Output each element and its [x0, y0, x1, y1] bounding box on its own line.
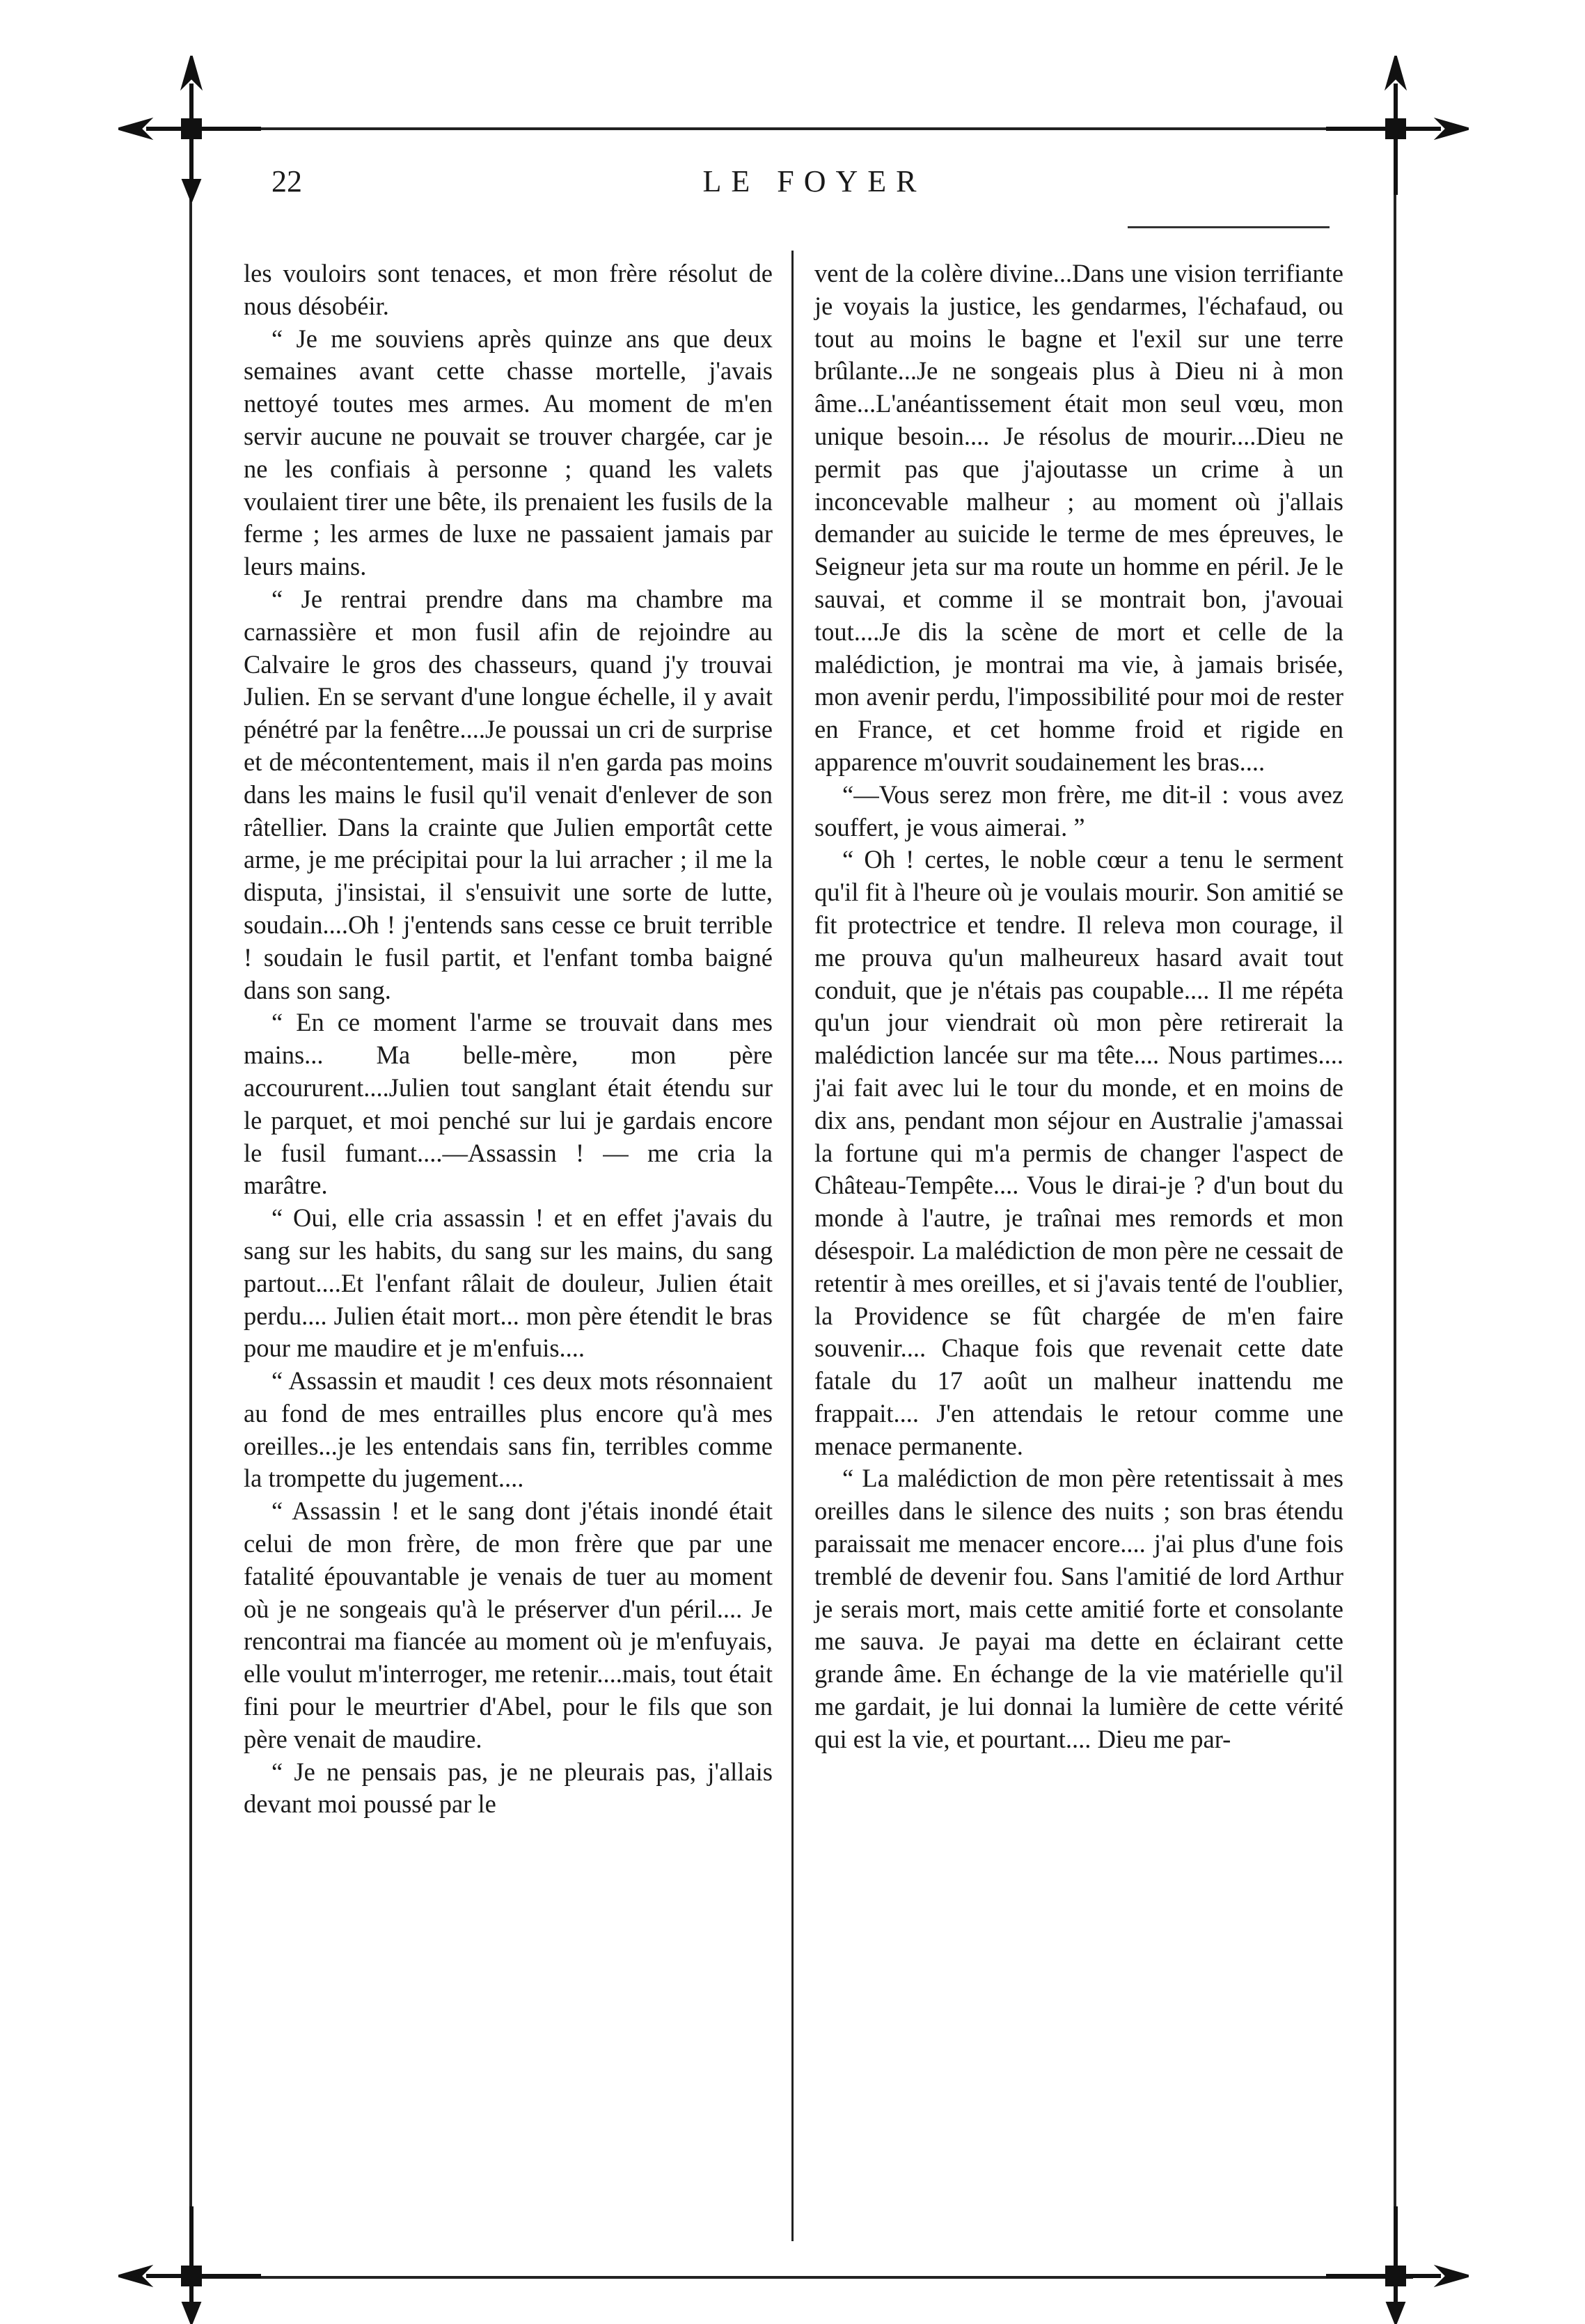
column-divider	[791, 251, 794, 2241]
paragraph: “ La malédiction de mon père retentissait à mes oreilles dans le silence des nuits ; son bras étendu paraissait me menacer encore.... j'ai plus d'une fois tremblé de devenir fou. Sans l'amitié de lord Arthur je serais mort, mais cette amitié forte et consolante me sauva. Je payai ma dette en éclairant cette grande âme. En échange de la vie matérielle qu'il me gardait, je lui donnai la lumière de cette vérité qui est la vie, et pourtant.... Dieu me par-	[814, 1464, 1343, 1753]
page-number: 22	[271, 164, 302, 198]
paragraph: les vouloirs sont tenaces, et mon frère résolut de nous désobéir.	[244, 259, 773, 320]
paragraph: “—Vous serez mon frère, me dit-il : vous avez souffert, je vous aimerai. ”	[814, 780, 1343, 841]
paragraph: “ Je rentrai prendre dans ma chambre ma carnassière et mon fusil afin de rejoindre au Calvaire le gros des chasseurs, quand j'y trouvai Julien. En se servant d'une longue échelle, il y avait pénétré par la fenêtre....Je poussai un cri de surprise et de mécontentement, mais il n'en garda pas moins dans les mains le fusil qu'il venait d'enlever de son râtellier. Dans la crainte que Julien emportât cette arme, je me précipitai pour la lui arracher ; il me la disputa, j'insistai, il s'ensuivit une sorte de lutte, soudain....Oh ! j'entends sans cesse ce bruit terrible ! soudain le fusil partit, et l'enfant tomba baigné dans son sang.	[244, 584, 773, 1004]
corner-ornament-top-left-icon	[118, 56, 265, 202]
paragraph: vent de la colère divine...Dans une vision terrifiante je voyais la justice, les gendarmes, l'échafaud, ou tout au moins le bagne et l'exil sur une terre brûlante...Je ne songeais plus à Dieu ni à mon âme...L'anéantissement était mon seul vœu, mon unique besoin.... Je résolus de mourir....Dieu ne permit pas que j'ajoutasse un crime à un inconcevable malheur ; au moment où j'allais demander au suicide le terme de mes épreuves, le Seigneur jeta sur ma route un homme en péril. Je le sauvai, et comme il se montrait bon, j'avouai tout....Je dis la scène de mort et celle de la malédiction, je montrai ma vie, à jamais brisée, mon avenir perdu, l'impossibilité pour moi de rester en France, et cet homme froid et rigide en apparence m'ouvrit soudainement les bras....	[814, 259, 1343, 776]
corner-ornament-bottom-right-icon	[1323, 2203, 1469, 2324]
right-border-rule	[1394, 129, 1396, 2276]
header-rule	[1128, 226, 1330, 228]
paragraph: “ Je ne pensais pas, je ne pleurais pas, j'allais devant moi poussé par le	[244, 1757, 773, 1819]
top-border-rule	[188, 127, 1413, 130]
bottom-border-rule	[188, 2276, 1413, 2279]
right-text-column	[814, 258, 1343, 1756]
paragraph: “ Assassin et maudit ! ces deux mots résonnaient au fond de mes entrailles plus encore qu'à mes oreilles...je les entendais sans fin, terribles comme la trompette du jugement....	[244, 1366, 773, 1493]
paragraph: “ Oui, elle cria assassin ! et en effet j'avais du sang sur les habits, du sang sur les mains, du sang partout....Et l'enfant râlait de douleur, Julien était perdu.... Julien était mort... mon père étendit le bras pour me maudire et je m'enfuis....	[244, 1203, 773, 1363]
left-border-rule	[189, 129, 192, 2276]
paragraph: “ Assassin ! et le sang dont j'étais inondé était celui de mon frère, de mon frère que par une fatalité épouvantable je venais de tuer au moment où je ne songeais qu'à le préserver d'un péril.... Je rencontrai ma fiancée au moment où je m'enfuyais, elle voulut m'interroger, me retenir....mais, tout était fini pour le meurtrier d'Abel, pour le fils que son père venait de maudire.	[244, 1496, 773, 1753]
paragraph: “ Je me souviens après quinze ans que deux semaines avant cette chasse mortelle, j'avais nettoyé toutes mes armes. Au moment de m'en servir aucune ne pouvait se trouver chargée, car je ne les confiais à personne ; quand les valets voulaient tirer une bête, ils prenaient les fusils de la ferme ; les armes de luxe ne passaient jamais par leurs mains.	[244, 324, 773, 581]
corner-ornament-bottom-left-icon	[118, 2203, 265, 2324]
running-title: LE FOYER	[702, 164, 926, 198]
left-text-column	[244, 258, 773, 1821]
page-header	[271, 164, 1357, 205]
paragraph: “ Oh ! certes, le noble cœur a tenu le serment qu'il fit à l'heure où je voulais mourir. Son amitié se fit protectrice et tendre. Il releva mon courage, il me prouva qu'un malheureux hasard avait tout conduit, que je n'étais pas coupable.... Il me répéta qu'un jour viendrait où mon père retirerait la malédiction lancée sur ma tête.... Nous partimes.... j'ai fait avec lui le tour du monde, et en moins de dix ans, pendant mon séjour en Australie j'amassai la fortune qui m'a permis de changer l'aspect de Château-Tempête.... Vous le dirai-je ? d'un bout du monde à l'autre, je traînai mes remords et mon désespoir. La malédiction de mon père ne cessait de retentir à mes oreilles, et si j'avais tenté de l'oublier, la Providence se fût chargée de m'en faire souvenir.... Chaque fois que revenait cette date fatale du 17 août un malheur inattendu me frappait.... J'en attendais le retour comme une menace permanente.	[814, 845, 1343, 1460]
paragraph: “ En ce moment l'arme se trouvait dans mes mains... Ma belle-mère, mon père accoururent....Julien tout sanglant était étendu sur le parquet, et moi penché sur lui je gardais encore le fusil fumant....—Assassin ! — me cria la marâtre.	[244, 1008, 773, 1200]
